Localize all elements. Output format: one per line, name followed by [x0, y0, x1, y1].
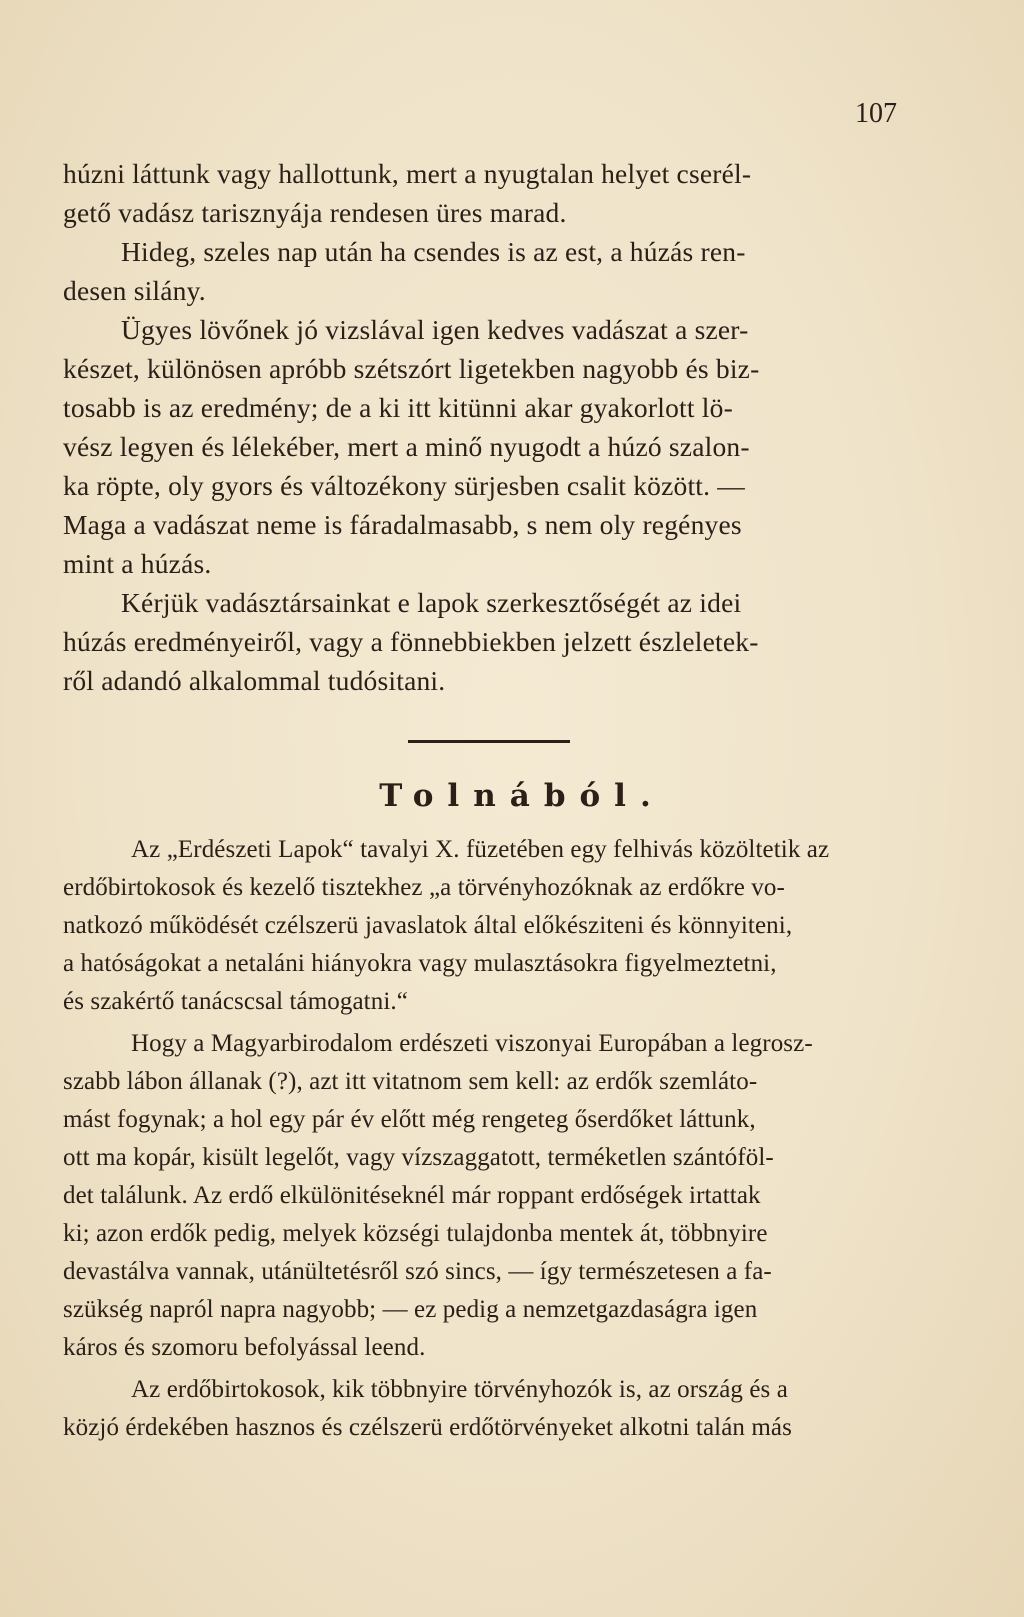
text-line: ki; azon erdők pedig, melyek községi tulajdonba mentek át, többnyire — [63, 1220, 768, 1247]
text-line: a hatóságokat a netaláni hiányokra vagy mulasztásokra figyelmeztetni, — [63, 950, 777, 977]
text-line: káros és szomoru befolyással leend. — [63, 1334, 426, 1361]
text-line: Ügyes lövőnek jó vizslával igen kedves vadászat a szer- — [121, 314, 749, 345]
text-line: natkozó működését czélszerü javaslatok által előkésziteni és könnyiteni, — [63, 912, 793, 939]
text-line: húzni láttunk vagy hallottunk, mert a nyugtalan helyet cserél- — [63, 158, 752, 189]
text-line: mint a húzás. — [63, 548, 212, 579]
text-line: ről adandó alkalommal tudósitani. — [63, 665, 446, 696]
text-line: mást fogynak; a hol egy pár év előtt még rengeteg őserdőket láttunk, — [63, 1106, 756, 1133]
text-line: ka röpte, oly gyors és változékony sürjesben csalit között. — — [63, 470, 745, 501]
section-heading: Tolnából. — [379, 778, 665, 814]
text-line: gető vadász tarisznyája rendesen üres marad. — [63, 197, 567, 228]
section-divider — [408, 740, 570, 743]
text-line: devastálva vannak, utánültetésről szó sincs, — így természetesen a fa- — [63, 1258, 772, 1285]
text-line: Az erdőbirtokosok, kik többnyire törvényhozók is, az ország és a — [131, 1376, 788, 1403]
text-line: tosabb is az eredmény; de a ki itt kitünni akar gyakorlott lö- — [63, 392, 733, 423]
text-line: det találunk. Az erdő elkülönitéseknél már roppant erdőségek irtattak — [63, 1182, 761, 1209]
text-line: készet, különösen apróbb szétszórt ligetekben nagyobb és biz- — [63, 353, 760, 384]
text-line: Kérjük vadásztársainkat e lapok szerkesztőségét az idei — [121, 587, 742, 618]
text-line: szükség napról napra nagyobb; — ez pedig a nemzetgazdaságra igen — [63, 1296, 758, 1323]
text-line: Hideg, szeles nap után ha csendes is az est, a húzás ren- — [121, 236, 746, 267]
page-number: 107 — [855, 98, 897, 129]
text-line: húzás eredményeiről, vagy a fönnebbiekben jelzett észleletek- — [63, 626, 759, 657]
text-line: Maga a vadászat neme is fáradalmasabb, s nem oly regényes — [63, 509, 742, 540]
text-line: Hogy a Magyarbirodalom erdészeti viszonyai Europában a legrosz- — [131, 1030, 813, 1057]
text-line: és szakértő tanácscsal támogatni.“ — [63, 988, 408, 1015]
text-line: erdőbirtokosok és kezelő tisztekhez „a törvényhozóknak az erdőkre vo- — [63, 874, 785, 901]
text-line: ott ma kopár, kisült legelőt, vagy vízszaggatott, terméketlen szántóföl- — [63, 1144, 774, 1171]
text-line: szabb lábon állanak (?), azt itt vitatnom sem kell: az erdők szemláto- — [63, 1068, 758, 1095]
text-line: desen silány. — [63, 275, 206, 306]
text-line: vész legyen és lélekéber, mert a minő nyugodt a húzó szalon- — [63, 431, 750, 462]
text-line: Az „Erdészeti Lapok“ tavalyi X. füzetében egy felhivás közöltetik az — [131, 836, 830, 863]
text-line: közjó érdekében hasznos és czélszerü erdőtörvényeket alkotni talán más — [63, 1414, 792, 1441]
